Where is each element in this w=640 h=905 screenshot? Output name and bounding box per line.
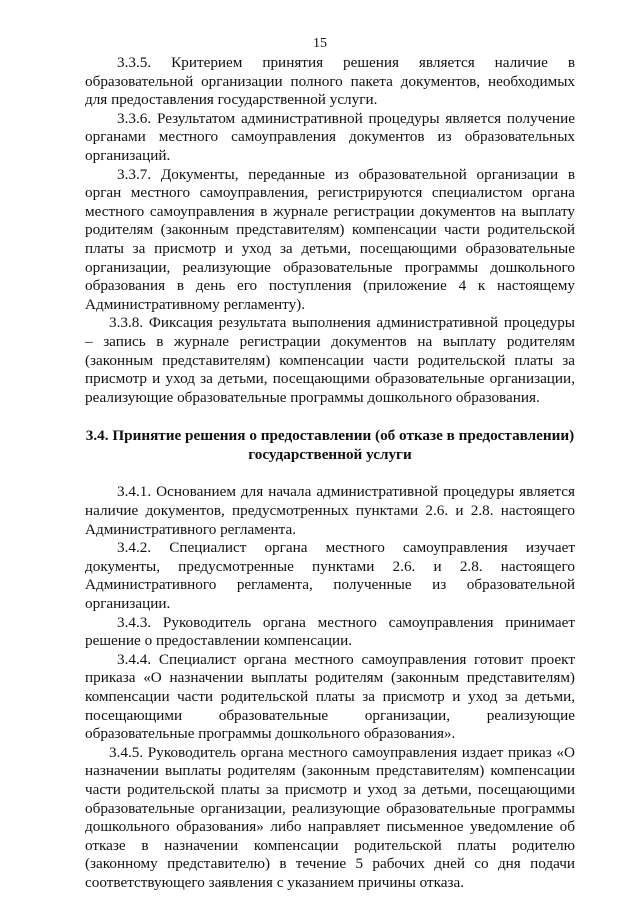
paragraph-3-4-4: 3.4.4. Специалист органа местного самоуправления готовит проект приказа «О назначении выплаты родителям (законным представителям) компенсации части родительской платы за присмотр и уход за детьми, посещающими образовательные организации, реализующие образовательные программы дошкольного образования». [85,650,575,743]
paragraph-3-3-8: 3.3.8. Фиксация результата выполнения административной процедуры – запись в журнале регистрации документов на выплату родителям (законным представителям) компенсации части родительской платы за присмотр и уход за детьми, посещающими образовательные организации, реализующие образовательные программы дошкольного образования. [85,314,575,406]
paragraph-3-4-3: 3.4.3. Руководитель органа местного самоуправления принимает решение о предоставлении компенсации. [85,613,575,650]
document-body [85,54,575,893]
section-heading-3-4: 3.4. Принятие решения о предоставлении (об отказе в предоставлении) государственной услуги [85,427,575,463]
page-number: 15 [313,36,327,51]
paragraph-3-4-5: 3.4.5. Руководитель органа местного самоуправления издает приказ «О назначении выплаты родителям (законным представителям) компенсации части родительской платы за присмотр и уход за детьми, посещающими образовательные организации, реализующие образовательные программы дошкольного образования» либо направляет письменное уведомление об отказе в назначении компенсации родительской платы родителю (законному представителю) в течение 5 рабочих дней со дня подачи соответствующего заявления с указанием причины отказа. [85,743,575,891]
paragraph-3-3-6: 3.3.6. Результатом административной процедуры является получение органами местного самоуправления документов из образовательных организаций. [85,109,575,164]
paragraph-3-4-2: 3.4.2. Специалист органа местного самоуправления изучает документы, предусмотренные пунктами 2.6. и 2.8. настоящего Административного регламента, полученные из образовательной организации. [85,539,575,613]
paragraph-3-3-5: 3.3.5. Критерием принятия решения является наличие в образовательной организации полного пакета документов, необходимых для предоставления государственной услуги. [85,54,575,109]
paragraph-3-4-1: 3.4.1. Основанием для начала административной процедуры является наличие документов, предусмотренных пунктами 2.6. и 2.8. настоящего Административного регламента. [85,483,575,538]
paragraph-3-3-7: 3.3.7. Документы, переданные из образовательной организации в орган местного самоуправления, регистрируются специалистом органа местного самоуправления в журнале регистрации документов на выплату родителям (законным представителям) компенсации части родительской платы за присмотр и уход за детьми, посещающими образовательные организации, реализующие образовательные программы дошкольного образования в день его поступления (приложение 4 к настоящему Административному регламенту). [85,165,575,313]
